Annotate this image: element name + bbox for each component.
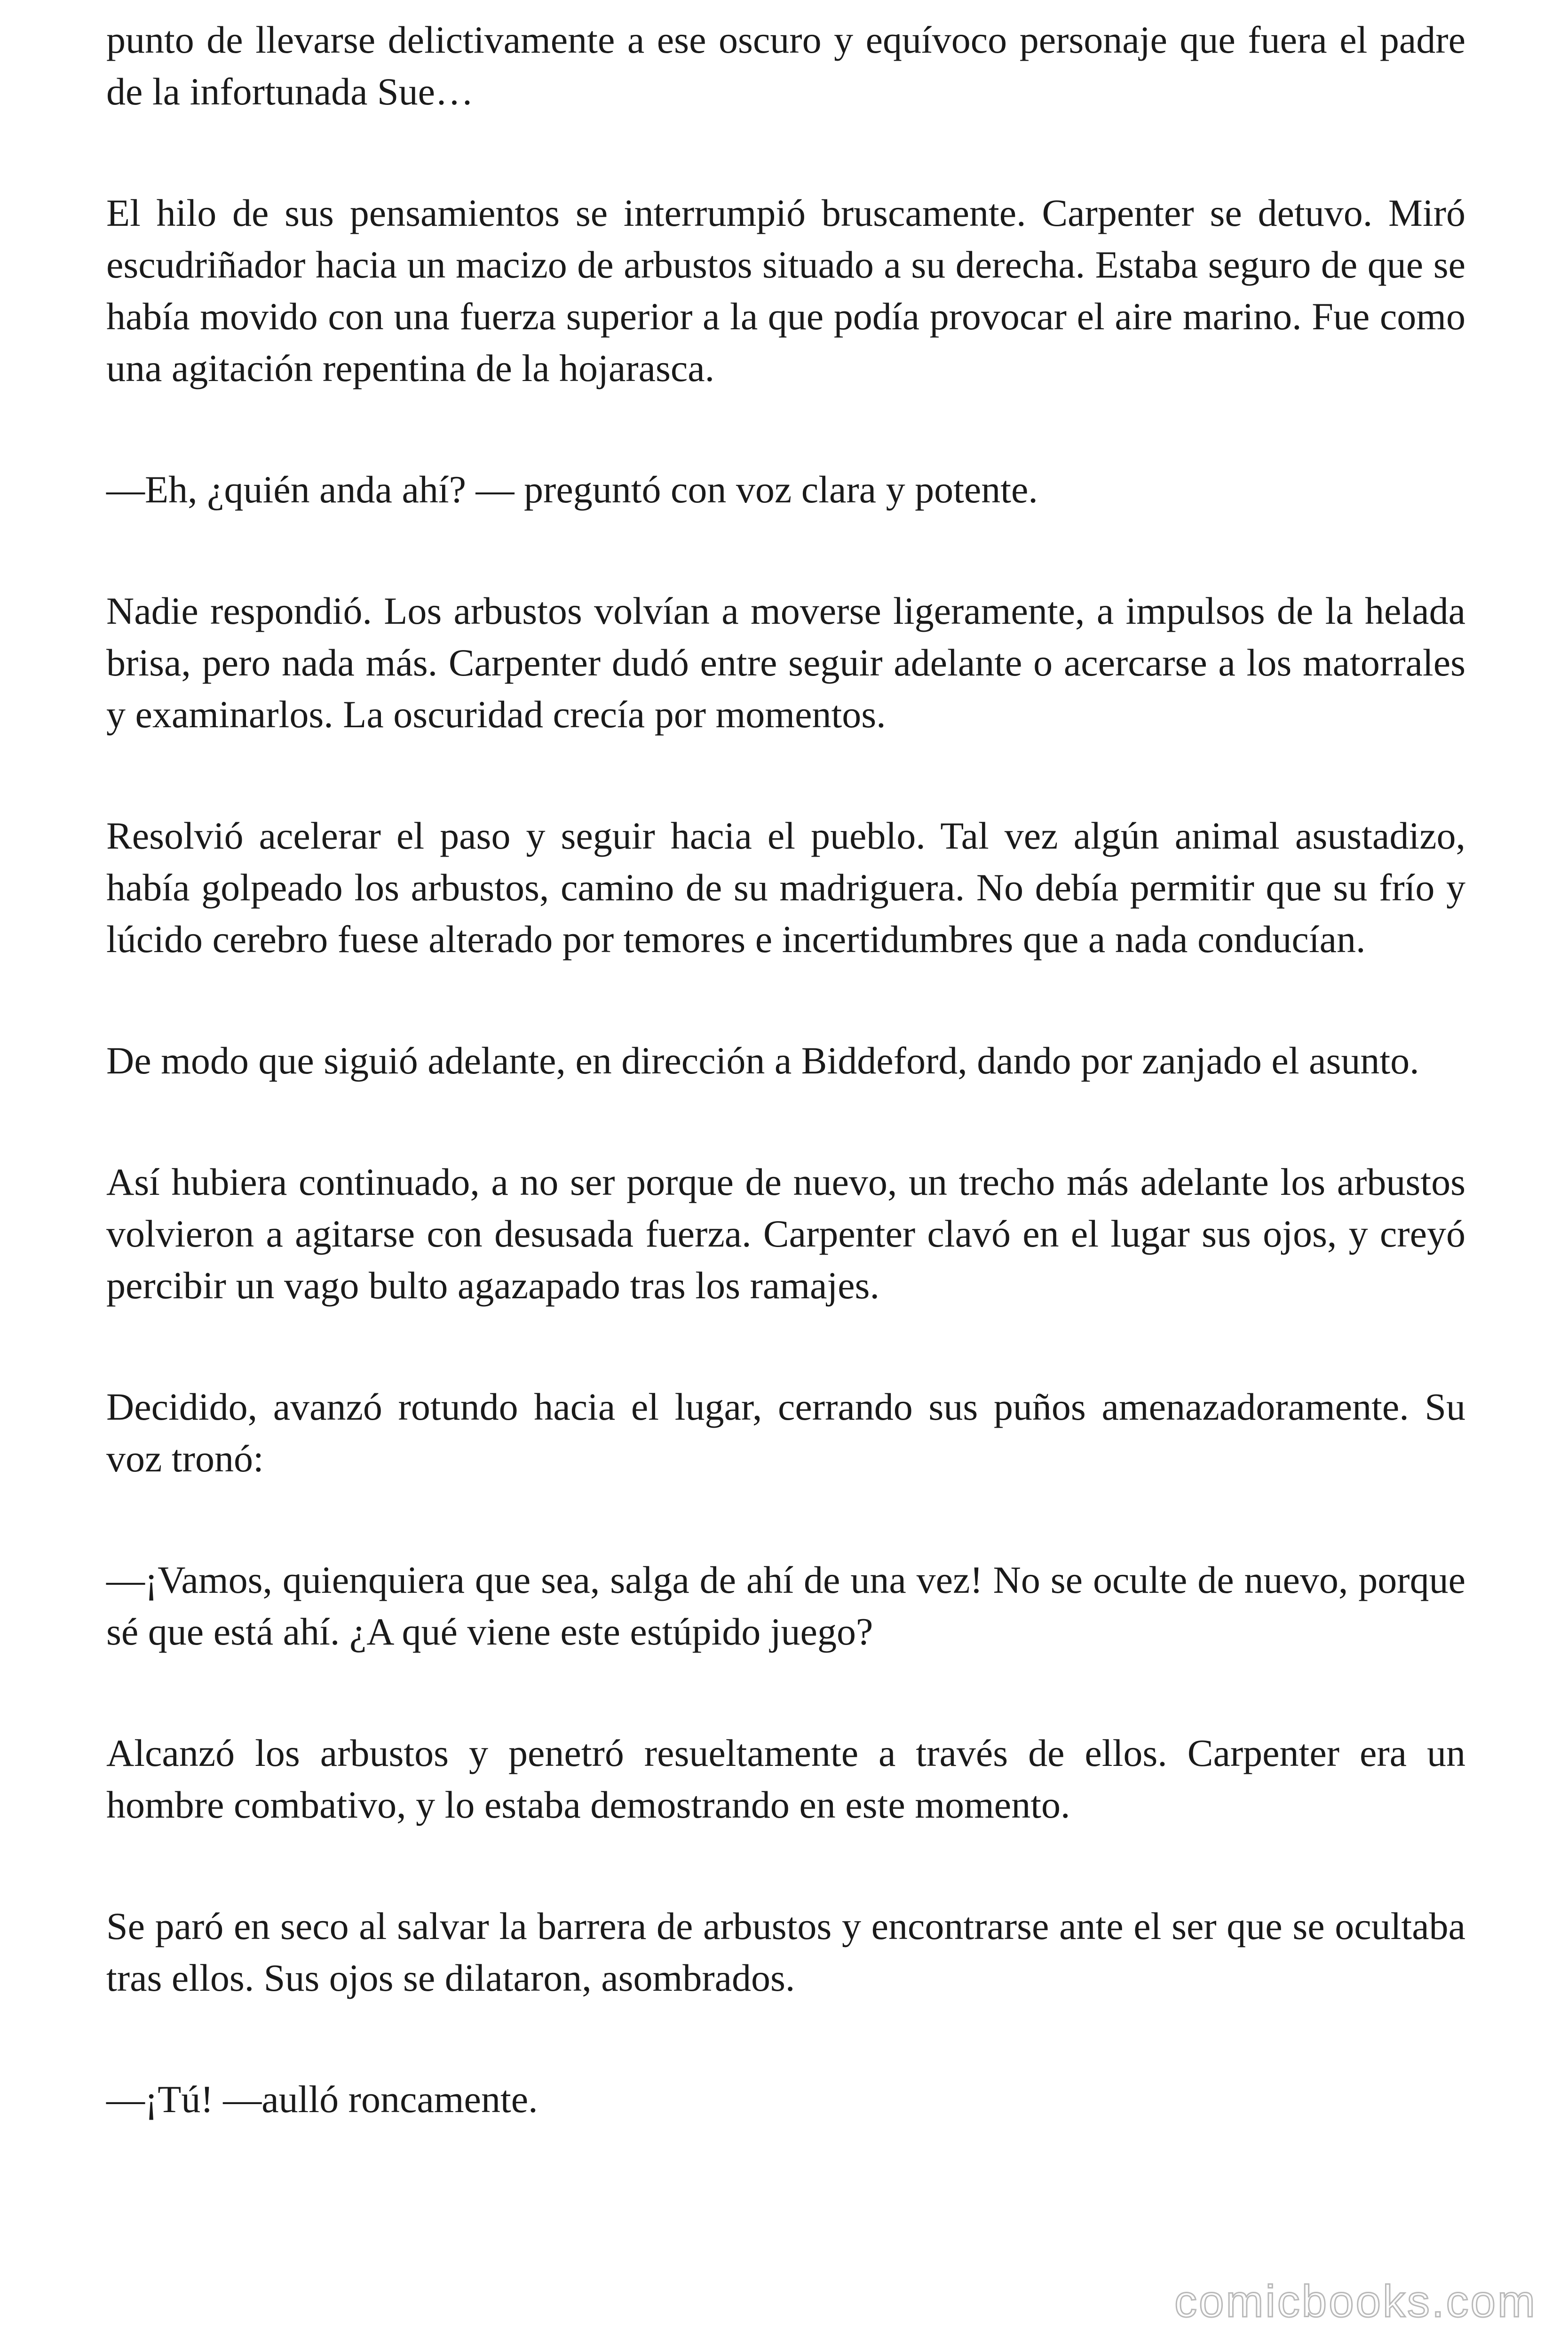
paragraph: —Eh, ¿quién anda ahí? — preguntó con voz clara y potente. xyxy=(106,468,1038,511)
paragraph: —¡Vamos, quienquiera que sea, salga de ahí de una vez! No se oculte de nuevo, porque sé que está ahí. ¿A qué viene este estúpido juego? xyxy=(106,1558,1465,1653)
paragraph: Nadie respondió. Los arbustos volvían a moverse ligeramente, a impulsos de la helada brisa, pero nada más. Carpenter dudó entre seguir adelante o acercarse a los matorrales y examinarlos. La oscuridad crecía por momentos. xyxy=(106,589,1465,736)
paragraph: —¡Tú! —aulló roncamente. xyxy=(106,2078,538,2121)
watermark: comicbooks.com xyxy=(1174,2276,1537,2327)
body-text xyxy=(106,14,1465,2125)
paragraph: De modo que siguió adelante, en dirección a Biddeford, dando por zanjado el asunto. xyxy=(106,1039,1419,1082)
paragraph: Así hubiera continuado, a no ser porque de nuevo, un trecho más adelante los arbustos volvieron a agitarse con desusada fuerza. Carpenter clavó en el lugar sus ojos, y creyó percibir un vago bulto agazapado tras los ramajes. xyxy=(106,1160,1465,1307)
paragraph: Resolvió acelerar el paso y seguir hacia el pueblo. Tal vez algún animal asustadizo, había golpeado los arbustos, camino de su madriguera. No debía permitir que su frío y lúcido cerebro fuese alterado por temores e incertidumbres que a nada conducían. xyxy=(106,814,1465,961)
paragraph: Decidido, avanzó rotundo hacia el lugar, cerrando sus puños amenazadoramente. Su voz tronó: xyxy=(106,1385,1465,1480)
paragraph: punto de llevarse delictivamente a ese oscuro y equívoco personaje que fuera el padre de la infortunada Sue… xyxy=(106,18,1465,113)
paragraph: Se paró en seco al salvar la barrera de arbustos y encontrarse ante el ser que se ocultaba tras ellos. Sus ojos se dilataron, asombrados. xyxy=(106,1905,1465,1999)
paragraph: El hilo de sus pensamientos se interrumpió bruscamente. Carpenter se detuvo. Miró escudriñador hacia un macizo de arbustos situado a su derecha. Estaba seguro de que se había movido con una fuerza superior a la que podía provocar el aire marino. Fue como una agitación repentina de la hojarasca. xyxy=(106,191,1465,389)
paragraph: Alcanzó los arbustos y penetró resueltamente a través de ellos. Carpenter era un hombre combativo, y lo estaba demostrando en este momento. xyxy=(106,1732,1465,1826)
